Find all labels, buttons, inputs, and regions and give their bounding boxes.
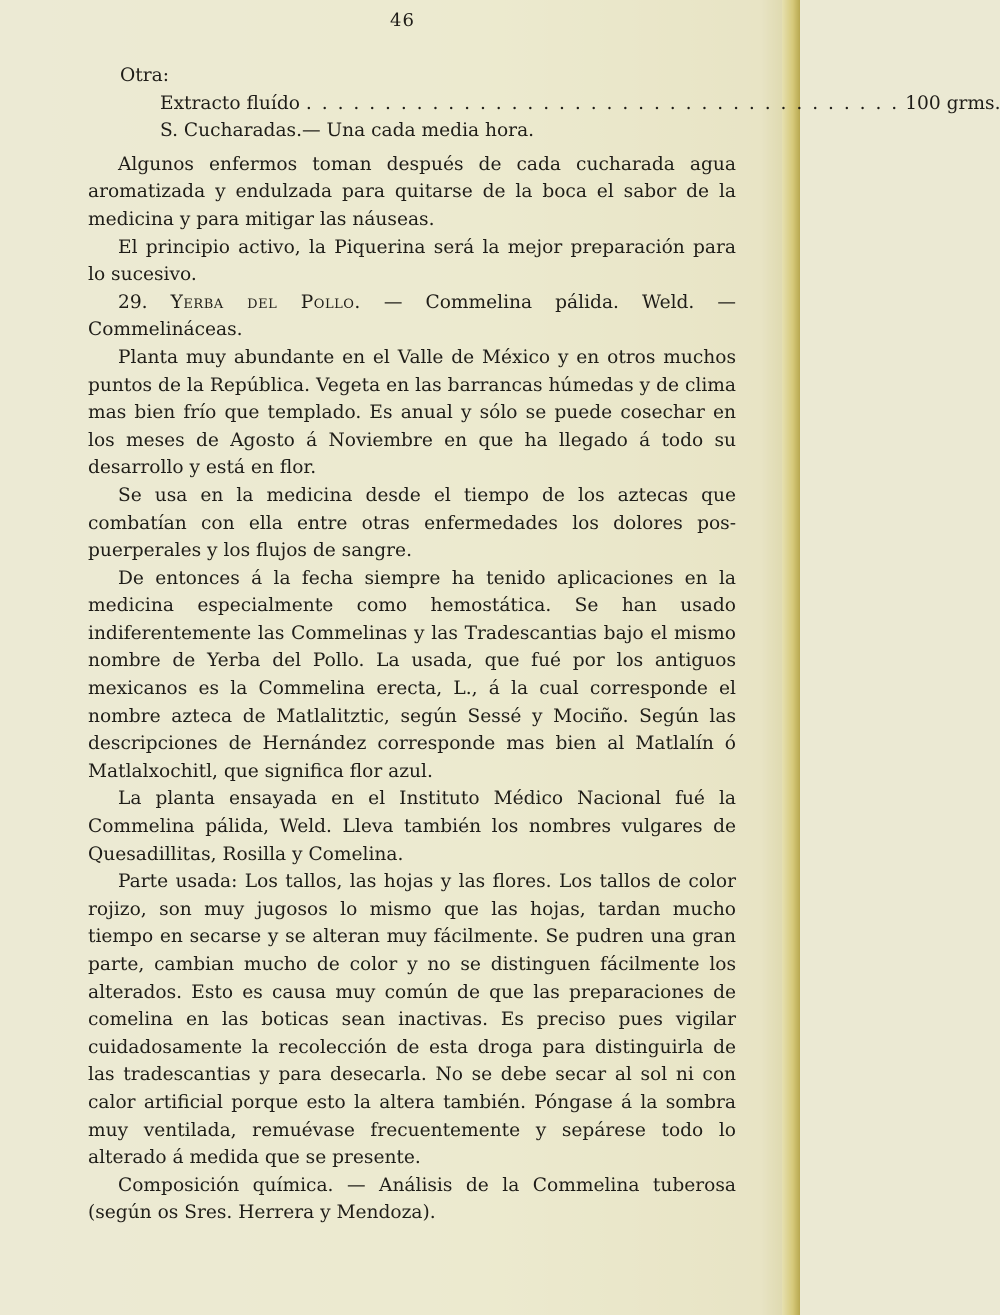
recipe-amount: 100 grms. [905, 92, 1000, 114]
recipe-ingredient: Extracto fluído [160, 92, 300, 114]
paragraph: Composición química. — Análisis de la Commelina tuberosa (según os Sres. Herrera y Mendoza). [88, 1174, 736, 1224]
entry-title: Yerba del Pollo. [170, 291, 361, 313]
entry-number: 29. [118, 291, 148, 313]
paragraph: Parte usada: Los tallos, las hojas y las flores. Los tallos de color rojizo, son muy jugosos lo mismo que las hojas, tardan mucho tiempo en secarse y se alteran muy fácilmente. Se pudren una gran parte, cambian mucho de color y no se distinguen fácilmente los alterados. Esto es causa muy común de que las preparaciones de comelina en las boticas sean inactivas. Es preciso pues vigilar cuidadosamente la recolección de esta droga para distinguirla de las tradescantias y para desecarla. No se debe secar al sol ni con calor artificial porque esto la altera también. Póngase á la sombra muy ventilada, remuévase frecuentemente y sepárese todo lo alterado á medida que se presente. [88, 871, 736, 1169]
paragraph: Algunos enfermos toman después de cada cucharada agua aromatizada y endulzada para quitarse de la boca el sabor de la medicina y para mitigar las náuseas. [88, 153, 736, 230]
page-body [88, 62, 1000, 1227]
paragraph: Se usa en la medicina desde el tiempo de los aztecas que combatían con ella entre otras enfermedades los dolores pos-puerperales y los flujos de sangre. [88, 484, 736, 562]
paragraph: El principio activo, la Piquerina será la mejor preparación para lo sucesivo. [88, 236, 736, 286]
paragraph: Planta muy abundante en el Valle de México y en otros muchos puntos de la República. Vegeta en las barrancas húmedas y de clima mas bien frío que templado. Es anual y sólo se puede cosechar en los meses de Agosto á Noviembre en que ha llegado á todo su desarrollo y está en flor. [88, 346, 736, 479]
paragraph: De entonces á la fecha siempre ha tenido aplicaciones en la medicina especialmente como hemostática. Se han usado indiferentemente las Commelinas y las Tradescantias bajo el mismo nombre de Yerba del Pollo. La usada, que fué por los antiguos mexicanos es la Commelina erecta, L., á la cual corresponde el nombre azteca de Matlalitztic, según Sessé y Mociño. Según las descripciones de Hernández corresponde mas bien al Matlalín ó Matlalxochitl, que significa flor azul. [88, 567, 736, 782]
recipe-line [160, 90, 1000, 118]
paragraph: La planta ensayada en el Instituto Médico Nacional fué la Commelina pálida, Weld. Lleva también los nombres vulgares de Quesadillitas, Rosilla y Comelina. [88, 788, 736, 865]
entry-heading [88, 289, 736, 344]
recipe-leader-dots: . . . . . . . . . . . . . . . . . . . . . . . . . . . . . . . . . . . . . . [305, 92, 900, 114]
dose-line: S. Cucharadas.— Una cada media hora. [160, 120, 535, 142]
entry-botanical-name: — Commelina pálida. Weld. — Commelináceas. [88, 291, 736, 341]
page-number: 46 [390, 10, 415, 31]
page-edge [782, 0, 800, 1315]
formula-heading: Otra: [120, 65, 169, 86]
